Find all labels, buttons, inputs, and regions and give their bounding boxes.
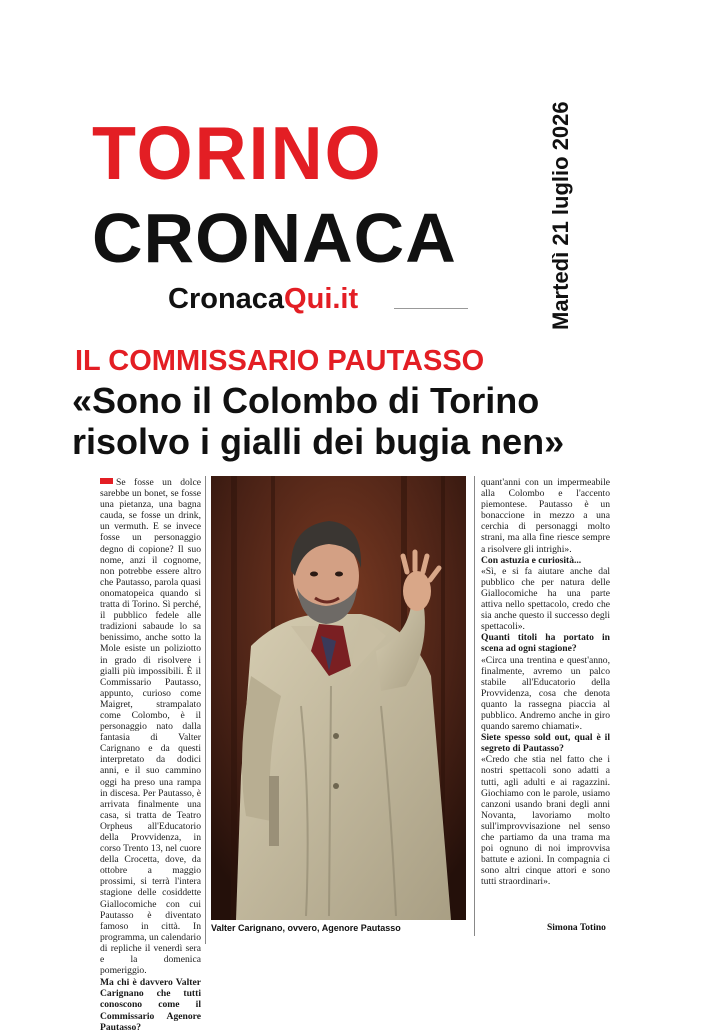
article-column-left <box>100 477 201 1033</box>
masthead-torino: TORINO <box>92 112 383 196</box>
interview-question-3: Siete spesso sold out, qual è il segreto di Pautasso? <box>481 732 610 755</box>
site-logo <box>168 282 358 316</box>
interview-question-1: Con astuzia e curiosità... <box>481 554 582 566</box>
article-photo <box>211 476 466 920</box>
headline-line-1: «Sono il Colombo di Torino <box>72 380 540 421</box>
site-logo-prefix: Cronaca <box>168 283 285 315</box>
right-paragraph-4: «Credo che stia nel fatto che i nostri spettacoli sono adatti a tutti, agli adulti e ai ragazzini. Giochiamo con le parole, usiamo canzoni usando brani degli anni Novanta, lavoriamo molto sull'improvvisazione nel senso che partiamo da una trama ma poi ognuno di noi improvvisa battute e azioni. In compagnia ci sono altri cinque attori e sono tutti straordinari». <box>481 754 610 888</box>
left-body-text: Se fosse un dolce sarebbe un bonet, se fosse una pietanza, una bagna cauda, se fosse un drink, un vermuth. E se invece fosse un personaggio degno di copione? Il suo nome, anzi il cognome, non potrebbe essere altro che Pautasso, parola quasi onomatopeica quando si tratta di Torino. Sì perché, il pubblico fedele alle tradizioni sabaude lo sa benissimo, anche sotto la Mole esiste un poliziotto in grado di risolvere i gialli più impossibili. È il Commissario Pautasso, appunto, curioso come Maigret, strampalato come Colombo, è il personaggio nato dalla fantasia di Valter Carignano e da questi interpretato da dodici anni, e il suo cammino oggi ha preso una rampa in discesa. Per Pautasso, è arrivata finalmente una casa, si tratta de Teatro Orpheus all'Educatorio della Provvidenza, in corso Trento 13, nel cuore della Crocetta, dove, da ottobre a maggio prossimi, si terrà l'intera stagione delle cosiddette Giallocomiche con cui Pautasso è diventato famoso in città. In programma, un calendario di repliche il venerdì sera e la domenica pomeriggio. <box>100 477 201 977</box>
interview-question-2: Quanti titoli ha portato in scena ad ogni stagione? <box>481 632 610 655</box>
headline-line-2: risolvo i gialli dei bugia nen» <box>72 421 565 462</box>
publication-date: Martedì 21 luglio 2026 <box>548 101 573 330</box>
column-divider-left <box>205 476 206 944</box>
site-logo-accent: Qui.it <box>284 283 359 315</box>
actor-photo-illustration <box>211 476 466 920</box>
interview-question: Ma chi è davvero Valter Carignano che tutti conoscono come il Commissario Agenore Pautasso? <box>100 977 201 1033</box>
right-paragraph-2: «Sì, e si fa aiutare anche dal pubblico che per natura delle Giallocomiche ha una parte attiva nello spettacolo, credo che sia anche questo il successo degli spettacoli». <box>481 565 610 633</box>
article-headline <box>72 380 632 462</box>
paragraph-marker <box>100 478 113 484</box>
masthead-cronaca: CRONACA <box>92 199 457 277</box>
author-signature: Simona Totino <box>547 923 606 933</box>
photo-caption: Valter Carignano, ovvero, Agenore Pautasso <box>211 923 401 933</box>
right-paragraph-3: «Circa una trentina e quest'anno, finalmente, avremo un palco stabile all'Educatorio della Provvidenza, cosa che denota quanto la rassegna piaccia al pubblico. Andremo anche in giro quando saremo chiamati». <box>481 654 610 733</box>
article-kicker: IL COMMISSARIO PAUTASSO <box>75 345 485 377</box>
right-paragraph-1: quant'anni con un impermeabile alla Colombo e l'accento piemontese. Pautasso è un bonaccione in mezzo a una cerchia di personaggi molto strani, ma alla fine riesce sempre a risolvere gli intrighi». <box>481 477 610 555</box>
article-column-right <box>481 477 610 887</box>
site-underline-divider <box>394 308 468 309</box>
column-divider-right <box>474 476 475 936</box>
